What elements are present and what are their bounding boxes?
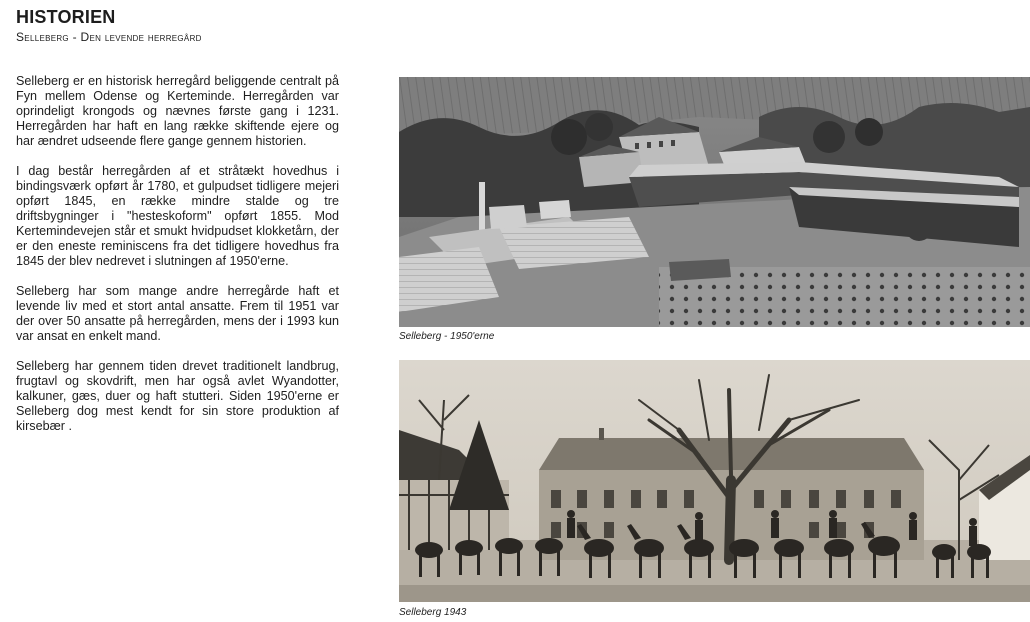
page-title: HISTORIEN xyxy=(16,7,116,27)
photo-caption: Selleberg 1943 xyxy=(399,607,467,618)
paragraph: Selleberg er en historisk herregård beliggende centralt på Fyn mellem Odense og Kerteminde. Herregården var oprindeligt krongods og nævnes første gang i 1231. Herregården har haft en lang række skiftende ejere og har ændret udseende flere gange gennem historien. xyxy=(16,74,339,148)
history-text xyxy=(16,74,339,449)
photo-caption: Selleberg - 1950'erne xyxy=(399,331,495,342)
manor-photo-1943 xyxy=(399,360,1030,602)
paragraph: Selleberg har gennem tiden drevet traditionelt landbrug, frugtavl og skovdrift, men har også avlet Wyandotter, kalkuner, gæs, duer og haft stutteri. Siden 1950'erne er Selleberg dog mest kendt for sin store produktion af kirsebær . xyxy=(16,359,339,433)
aerial-photo-1950s xyxy=(399,77,1030,327)
page-subtitle: Selleberg - Den levende herregård xyxy=(16,30,202,44)
paragraph: Selleberg har som mange andre herregårde haft et levende liv med et stort antal ansatte. Frem til 1951 var der over 50 ansatte på herregården, mens der i 1993 kun var ansat en enkelt mand. xyxy=(16,284,339,343)
paragraph: I dag består herregården af et stråtækt hovedhus i bindingsværk opført år 1780, et gulpudset tidligere mejeri opført 1845, en række mindre stalde og tre driftsbygninger i "hesteskoform" opført 1855. Mod Kertemindevejen står et smukt hvidpudset klokketårn, der er den eneste reminiscens fra det tidligere hovedhus fra 1845 der blev nedrevet i slutningen af 1950'erne. xyxy=(16,164,339,268)
